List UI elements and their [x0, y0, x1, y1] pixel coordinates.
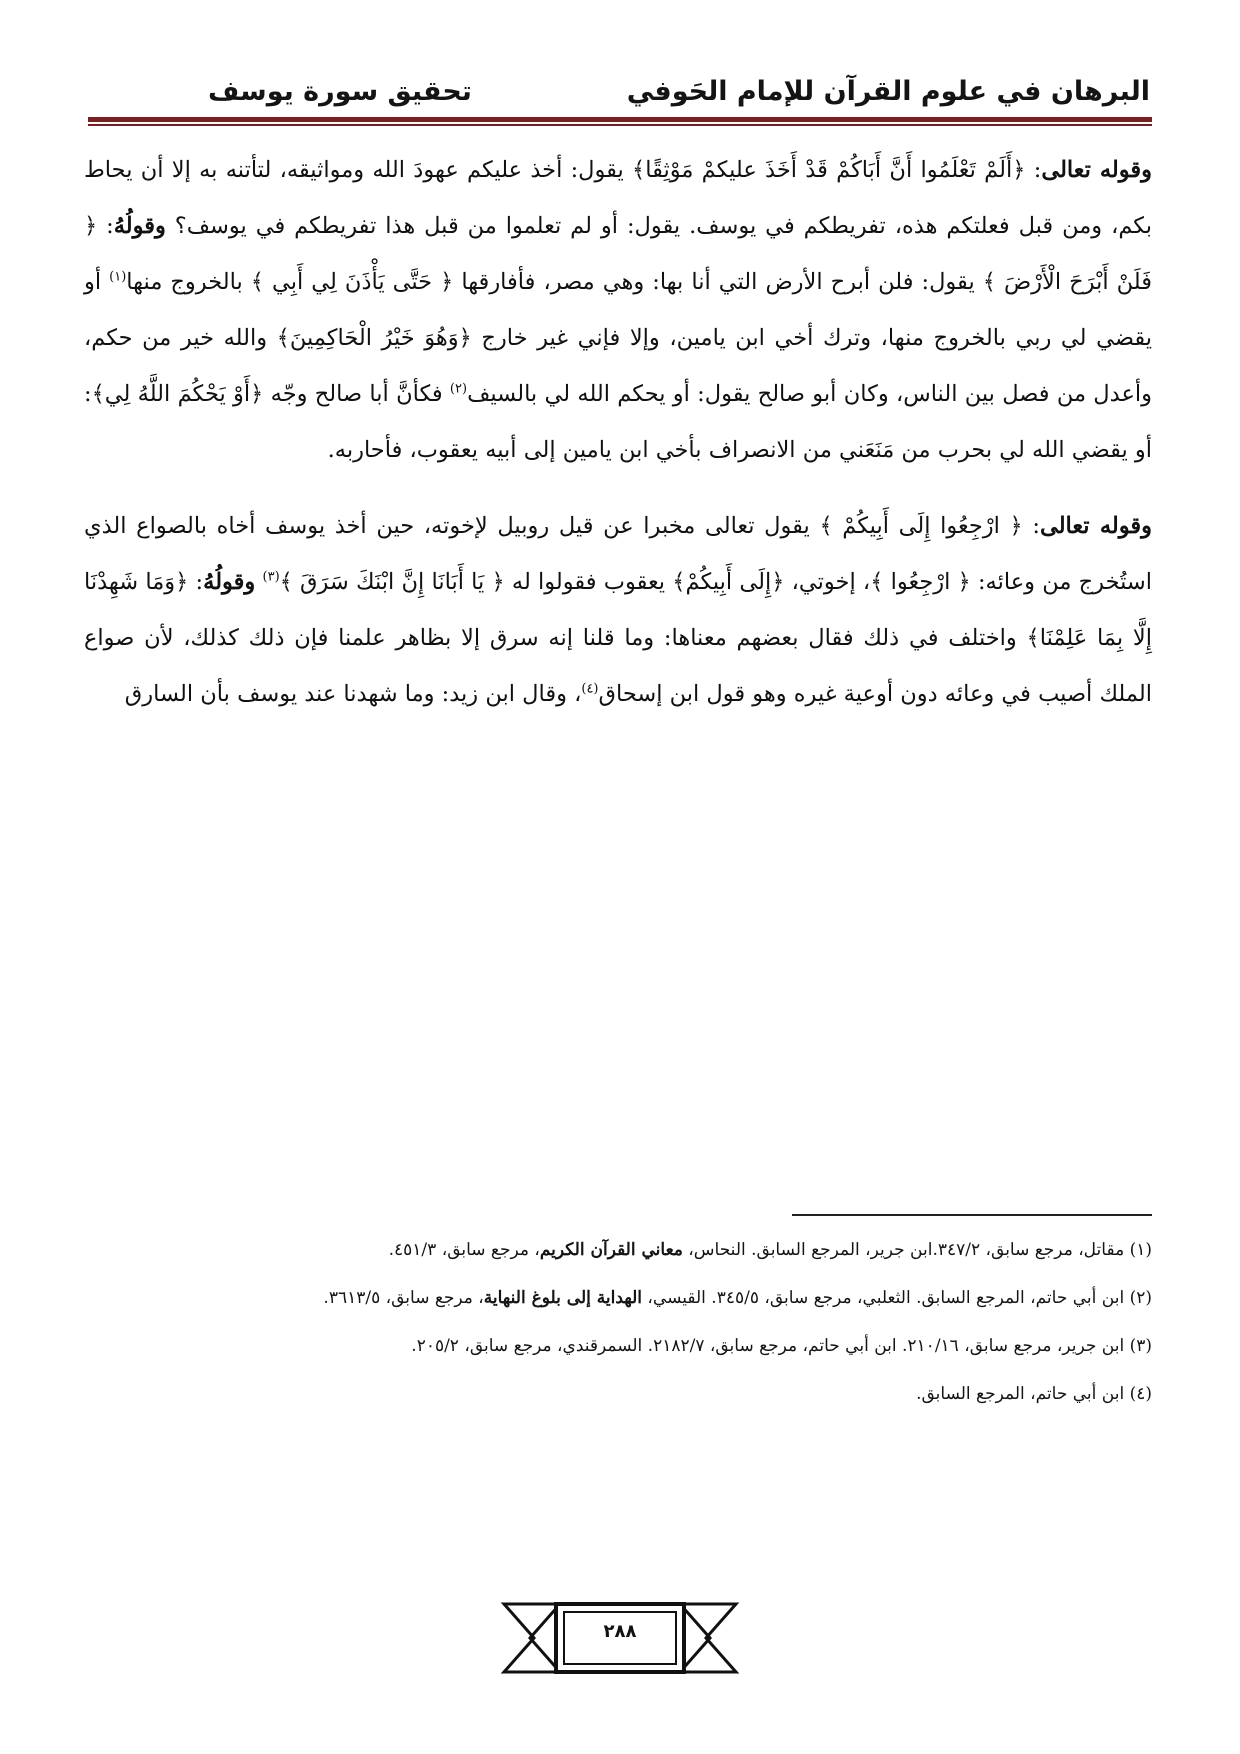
footnote-text: (١) مقاتل، مرجع سابق، ٣٤٧/٢.ابن جرير، المرجع السابق. النحاس،	[682, 1240, 1152, 1260]
paragraph-1	[84, 142, 1152, 478]
footnote-marker-2[interactable]: (٢)	[449, 381, 468, 397]
footnote-text: ، مرجع سابق، ٣٦١٣/٥.	[323, 1288, 484, 1308]
footnote-3	[88, 1322, 1152, 1370]
footnote-2	[88, 1274, 1152, 1322]
section-title: تحقيق سورة يوسف	[208, 76, 472, 107]
page-number: ٢٨٨	[603, 1621, 637, 1642]
footnote-text: (٤) ابن أبي حاتم، المرجع السابق.	[916, 1384, 1152, 1404]
paragraph-text: : ﴿وَمَا شَهِدْنَا إِلَّا بِمَا عَلِمْنَا﴾ واختلف في ذلك فقال بعضهم معناها: وما قلنا إنه سرق إلا بظاهر علمنا فإن ذلك كذلك، لأن صواع الملك أصيب في وعائه دون أوعية غيره وهو قول ابن إسحاق	[84, 569, 1152, 707]
footnote-1	[88, 1226, 1152, 1274]
paragraph-lead: وقوله تعالى	[1039, 513, 1153, 539]
keyword-qawluhu: وقولُهُ	[203, 569, 256, 595]
keyword-qawluhu: وقولُهُ	[113, 213, 166, 239]
footnote-text: (٢) ابن أبي حاتم، المرجع السابق. الثعلبي، مرجع سابق، ٣٤٥/٥. القيسي،	[642, 1288, 1152, 1308]
footnote-4	[88, 1370, 1152, 1418]
footnote-text: (٣) ابن جرير، مرجع سابق، ٢١٠/١٦. ابن أبي حاتم، مرجع سابق، ٢١٨٢/٧. السمرقندي، مرجع سابق، ٢٠٥/٢.	[411, 1336, 1152, 1356]
paragraph-text: : ﴿ فَلَنْ أَبْرَحَ الْأَرْضَ ﴾ يقول: فلن أبرح الأرض التي أنا بها: وهي مصر، فأفارقها ﴿ حَتَّى يَأْذَنَ لِي أَبِي ﴾ بالخروج منها	[84, 213, 1152, 295]
body-text	[84, 142, 1152, 722]
footnote-text: ، مرجع سابق، ٤٥١/٣.	[388, 1240, 540, 1260]
footnote-marker-4[interactable]: (٤)	[581, 681, 599, 697]
footnote-book-title: معاني القرآن الكريم	[539, 1240, 683, 1260]
book-title: البرهان في علوم القرآن للإمام الحَوفي	[626, 76, 1150, 107]
paragraph-text: : ﴿ ارْجِعُوا إِلَى أَبِيكُمْ ﴾ يقول تعالى مخبرا عن قيل روبيل لإخوته، حين أخذ يوسف أخاه بالصواع الذي استُخرج من وعائه: ﴿ ارْجِعُوا ﴾، إخوتي، ﴿إِلَى أَبِيكُمْ﴾ يعقوب فقولوا له ﴿ يَا أَبَانَا إِنَّ ابْنَكَ سَرَقَ ﴾	[84, 513, 1152, 595]
paragraph-text: أو يقضي لي ربي بالخروج منها، وترك أخي ابن يامين، وإلا فإني غير خارج ﴿وَهُوَ خَيْرُ الْحَاكِمِينَ﴾ والله خير من حكم، وأعدل من فصل بين الناس، وكان أبو صالح يقول: أو يحكم الله لي بالسيف	[84, 269, 1152, 407]
paragraph-text	[255, 569, 262, 595]
running-header	[88, 70, 1152, 114]
paragraph-lead: وقوله تعالى	[1041, 157, 1153, 183]
page-number-ornament	[500, 1598, 740, 1678]
paragraph-text: فكأنَّ أبا صالح وجّه ﴿أَوْ يَحْكُمَ اللَّهُ لِي﴾: أو يقضي الله لي بحرب من مَنَعَني من الانصراف بأخي ابن يامين إلى أبيه يعقوب، فأحاربه.	[84, 381, 1152, 463]
footnote-book-title: الهداية إلى بلوغ النهاية	[483, 1288, 643, 1308]
footnotes	[88, 1226, 1152, 1418]
paragraph-text: ، وقال ابن زيد: وما شهدنا عند يوسف بأن السارق	[124, 681, 582, 707]
footnote-separator	[792, 1214, 1152, 1216]
paragraph-text: : ﴿أَلَمْ تَعْلَمُوا أَنَّ أَبَاكُمْ قَدْ أَخَذَ عليكمْ مَوْثِقًا﴾ يقول: أخذ عليكم عهودَ الله ومواثيقه، لتأتنه به إلا أن يحاط بكم، ومن قبل فعلتكم هذه، تفريطكم في يوسف. يقول: أو لم تعلموا من قبل هذا تفريطكم في يوسف؟	[84, 157, 1152, 239]
header-rule	[88, 117, 1152, 126]
paragraph-2	[84, 498, 1152, 722]
footnote-marker-3[interactable]: (٣)	[262, 569, 280, 585]
footnote-marker-1[interactable]: (١)	[109, 269, 127, 285]
